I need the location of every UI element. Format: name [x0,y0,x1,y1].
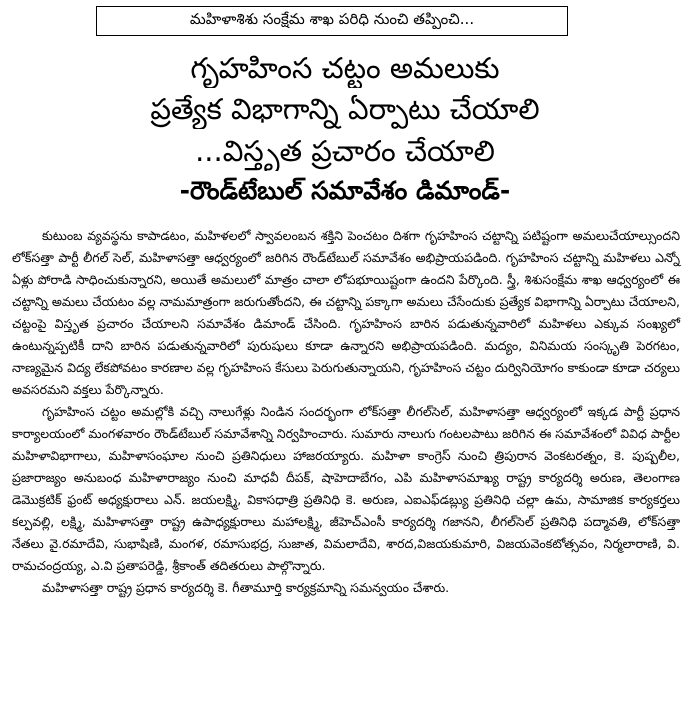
paragraph-3: మహిళాసత్తా రాష్ట్ర ప్రధాన కార్యదర్శి కె. గీతామూర్తి కార్యక్రమాన్ని సమన్వయం చేశారు. [42,580,450,595]
subheadline: -రౌండ్‌టేబుల్ సమావేశం డిమాండ్- [179,176,511,205]
paragraph-1: కుటుంబ వ్యవస్థను కాపాడటం, మహిళలలో స్వావలంబన శక్తిని పెంచటం దిశగా గృహహింస చట్టాన్ని పటిష్టంగా అమలుచేయాల్సుందని లోక్‌సత్తా పార్టీ లీగల్ సెల్, మహిళాసత్తా ఆధ్వర్యంలో జరిగిన రౌండ్‌టేబుల్ సమావేశం అభిప్రాయపడింది. గృహహింస చట్టాన్ని మహిళలు ఎన్నో ఏళ్లు పోరాడి సాధించుకున్నారని, అయితే అమలులో మాత్రం చాలా లోపభూయిష్టంగా ఉందని పేర్కొంది. స్త్రీ, శిశుసంక్షేమ శాఖ ఆధ్వర్యంలో ఈ చట్టాన్ని అమలు చేయటం వల్ల నామమాత్రంగా జరుగుతోందని, ఈ చట్టాన్ని పక్కాగా అమలు చేసేందుకు ప్రత్యేక విభాగాన్ని ఏర్పాటు చేయాలని, చట్టంపై విస్తృత ప్రచారం చేయాలని సమావేశం డిమాండ్ చేసింది. గృహహింస బారిన పడుతున్నవారిలో మహిళలు ఎక్కువ సంఖ్యలో ఉంటున్నప్పటికీ దాని బారిన పడుతున్నవారిలో పురుషులు కూడా ఉన్నారని అభిప్రాయపడింది. మద్యం, వినిమయ సంస్కృతి పెరగటం, నాణ్యమైన విద్య లేకపోవటం కారణాల వల్ల గృహహింస కేసులు పెరుగుతున్నాయని, గృహహింస చట్టం దుర్వినియోగం కాకుండా కూడా చర్యలు అవసరమని వక్తలు పేర్కొన్నారు. [12,228,680,397]
paragraph-2: గృహహింస చట్టం అమల్లోకి వచ్చి నాలుగేళ్లు నిండిన సందర్భంగా లోక్‌సత్తా లీగల్‌సెల్, మహిళాసత్తా ఆధ్వర్యంలో ఇక్కడ పార్టీ ప్రధాన కార్యాలయంలో మంగళవారం రౌండ్‌టేబుల్ సమావేశాన్ని నిర్వహించారు. సుమారు నాలుగు గంటలపాటు జరిగిన ఈ సమావేశంలో వివిధ పార్టీల మహిళావిభాగాలు, మహిళాసంఘాల నుంచి ప్రతినిధులు హాజరయ్యారు. మహిళా కాంగ్రెస్ నుంచి త్రిపురాన వెంకటరత్నం, కె. పుష్పలీల, ప్రజారాజ్యం అనుబంధ మహిళారాజ్యం నుంచి మాధవీ దీపక్, షాహెదాబేగం, ఎపి మహిళాసమాఖ్య రాష్ట్ర కార్యదర్శి అరుణ, తెలంగాణ డెమొక్రటిక్ ఫ్రంట్ అధ్యక్షురాలు ఎన్. జయలక్ష్మి, వికాసధాత్రి ప్రతినిధి కె. అరుణ, ఎఐఎఫ్‌డబ్ల్యు ప్రతినిధి చల్లా ఉమ, సామాజిక కార్యకర్తలు కల్పవల్లి, లక్ష్మి, మహిళాసత్తా రాష్ట్ర ఉపాధ్యక్షురాలు మహాలక్ష్మి, జీహెచ్ఎంసీ కార్యదర్శి గజానని, లీగల్‌సెల్ ప్రతినిధి పద్మావతి, లోక్‌సత్తా నేతలు వై.రమాదేవి, సుభాషిణి, మంగళ, రమాసుభద్ర, సుజాత, విమలాదేవి, శారద,విజయకుమారి, విజయవెంకటోత్సవం, నిర్మలారాణి, వి. రామచంద్రయ్య, ఎ.వి ప్రతాపరెడ్డి, శ్రీకాంత్ తదితరులు పాల్గొన్నారు. [12,404,680,573]
article-body [12,225,680,599]
kicker: మహిళాశిశు సంక్షేమ శాఖ పరిధి నుంచి తప్పించి... [96,6,568,36]
headline-line-1: గృహహింస చట్టం అమలుకు [190,51,500,85]
headline-line-3: ...విస్తృత ప్రచారం చేయాలి [195,134,495,168]
headline-line-2: ప్రత్యేక విభాగాన్ని ఏర్పాటు చేయాలి [150,92,540,126]
